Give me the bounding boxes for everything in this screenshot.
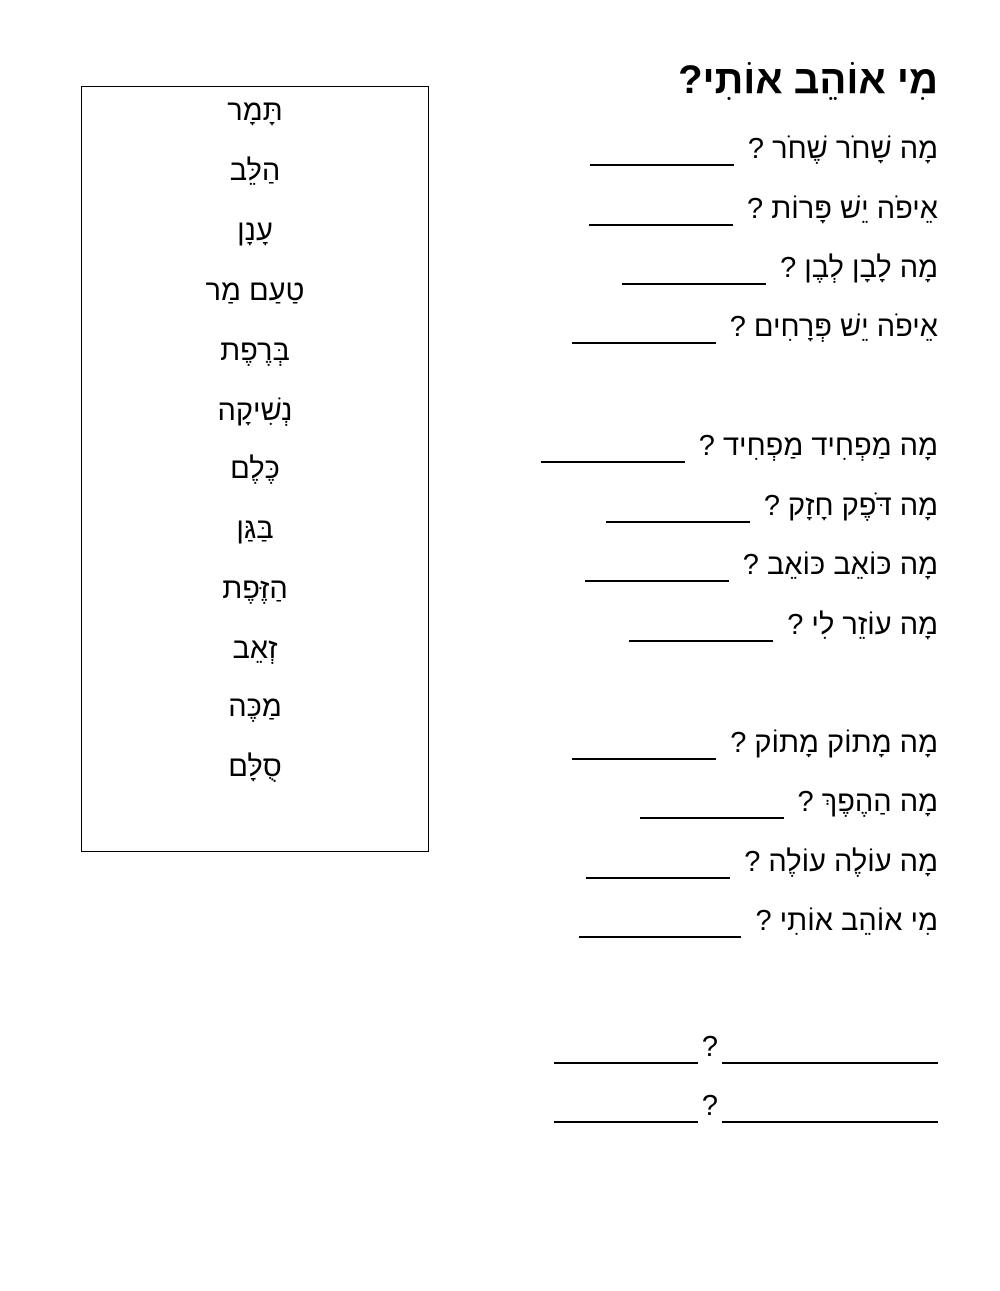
free-question-row — [554, 1090, 938, 1123]
word-bank-item: סֻלָּם — [228, 751, 282, 783]
question-text: מָה עוֹזֵר לִי ? — [787, 609, 938, 641]
answer-blank[interactable] — [640, 793, 784, 819]
question-row — [541, 430, 938, 463]
question-row — [572, 727, 938, 760]
question-text: מָה לָבָן לְבֶן ? — [780, 252, 938, 284]
word-bank-item: בַּגַּן — [236, 513, 274, 545]
word-bank-item: הַזֶּפֶת — [222, 573, 288, 605]
question-row — [585, 549, 938, 582]
question-text: מָה עוֹלֶה עוֹלֶה ? — [744, 846, 938, 878]
word-bank — [81, 86, 429, 852]
word-bank-item: טַעַם מַר — [205, 275, 305, 307]
answer-blank[interactable] — [606, 497, 750, 523]
word-bank-item: בְּרֶפֶת — [220, 335, 290, 367]
question-mark: ? — [701, 1031, 718, 1063]
word-bank-item: מַכֶּה — [228, 691, 282, 723]
question-row — [629, 609, 938, 642]
word-bank-item: זְאֵב — [232, 633, 278, 665]
question-text: מָה דֹּפֶק חָזָק ? — [763, 490, 938, 522]
question-row — [622, 252, 938, 285]
question-text: מָה שָׁחֹר שֶׁחֹר ? — [747, 133, 938, 165]
answer-blank[interactable] — [589, 200, 733, 226]
answer-blank[interactable] — [586, 853, 730, 879]
question-text: אֵיפֹה יֵשׁ פָּרוֹת ? — [747, 193, 938, 225]
page-title: מִי אוֹהֵב אוֹתִי? — [678, 58, 938, 102]
word-bank-item: עָנָן — [237, 215, 273, 247]
question-mark: ? — [701, 1090, 718, 1122]
free-question-row — [554, 1031, 938, 1064]
question-text: מִי אוֹהֵב אוֹתִי ? — [755, 905, 938, 937]
answer-blank[interactable] — [579, 912, 741, 938]
question-text: מָה מַפְחִיד מַפְחִיד ? — [698, 430, 938, 462]
answer-blank[interactable] — [585, 556, 729, 582]
free-answer-blank[interactable] — [554, 1038, 698, 1064]
question-row — [572, 311, 938, 344]
free-answer-blank[interactable] — [554, 1097, 698, 1123]
question-row — [606, 490, 938, 523]
word-bank-item: תָּמָר — [227, 95, 283, 127]
word-bank-item: הַלֵּב — [229, 155, 281, 187]
free-question-blank[interactable] — [722, 1097, 938, 1123]
question-text: אֵיפֹה יֵשׁ פְּרָחִים ? — [729, 311, 938, 343]
question-row — [586, 846, 938, 879]
question-row — [590, 133, 938, 166]
answer-blank[interactable] — [590, 140, 734, 166]
answer-blank[interactable] — [541, 437, 685, 463]
word-bank-item: נְשִׁיקָה — [217, 395, 293, 427]
word-bank-item: כֶּלֶם — [230, 453, 280, 485]
question-text: מָה כּוֹאֵב כּוֹאֵב ? — [742, 549, 938, 581]
question-text: מָה מָתוֹק מָתוֹק ? — [730, 727, 938, 759]
free-question-blank[interactable] — [722, 1038, 938, 1064]
answer-blank[interactable] — [629, 616, 773, 642]
answer-blank[interactable] — [572, 318, 716, 344]
question-row — [589, 193, 938, 226]
question-row — [579, 905, 938, 938]
answer-blank[interactable] — [572, 734, 716, 760]
question-text: מָה הַהֶפֶךְ ? — [797, 786, 938, 818]
question-row — [640, 786, 938, 819]
answer-blank[interactable] — [622, 259, 766, 285]
